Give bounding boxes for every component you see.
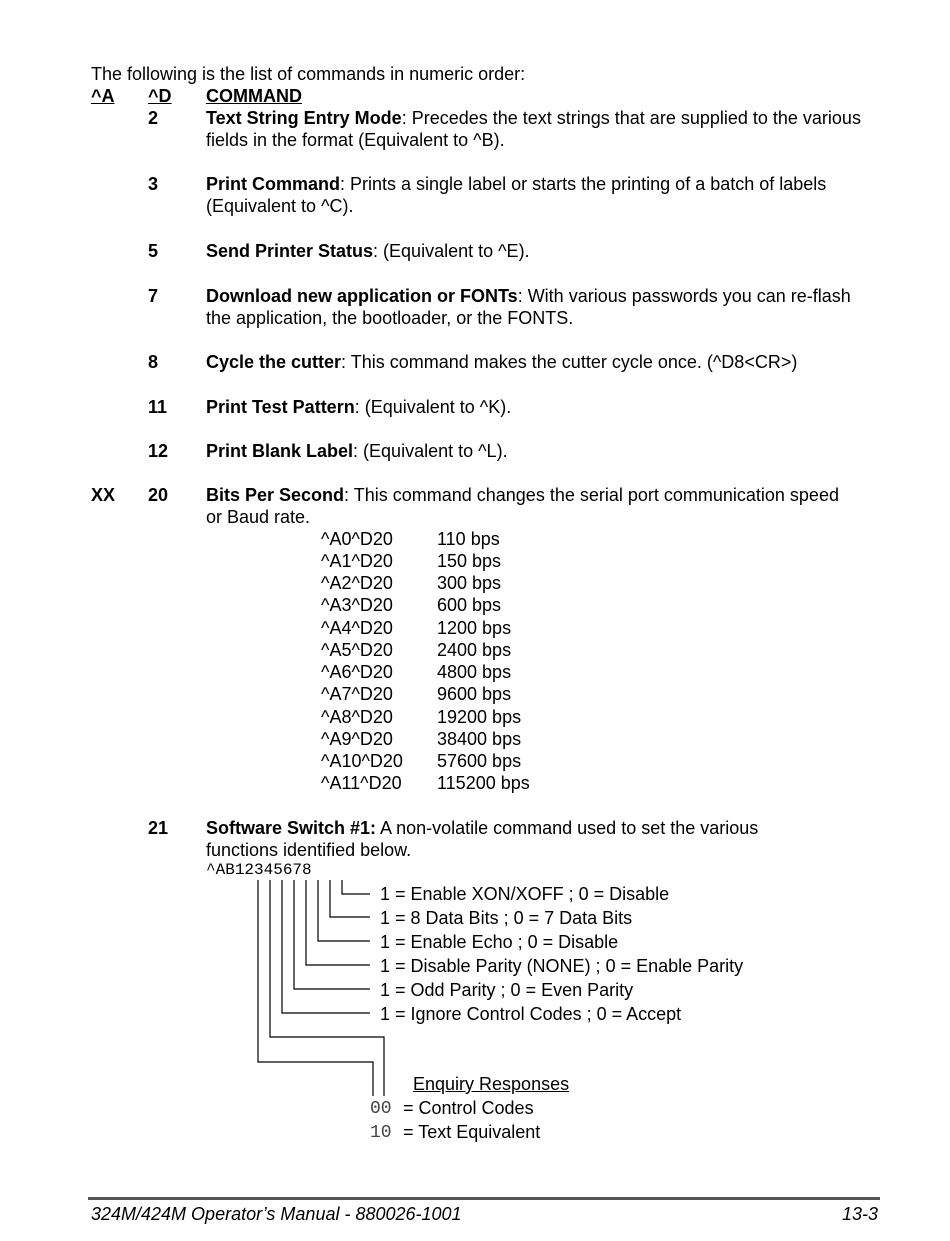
baud-rate: 38400 bps <box>437 729 522 749</box>
command-number: 3 <box>148 174 159 194</box>
command-number: 2 <box>148 108 159 128</box>
header-a: ^A <box>91 86 115 106</box>
baud-rate: 19200 bps <box>437 707 522 727</box>
command-name: Download new application or FONTs <box>206 286 518 306</box>
command-name: Print Command <box>206 174 341 194</box>
enquiry-text: = Control Codes <box>403 1098 534 1118</box>
command-name: Print Blank Label <box>206 441 354 461</box>
enquiry-code: 10 <box>370 1123 392 1143</box>
bit-description: 1 = Odd Parity ; 0 = Even Parity <box>380 980 634 1000</box>
header-command: COMMAND <box>206 86 302 106</box>
baud-code: ^A2^D20 <box>321 573 393 593</box>
bit-line-1 <box>258 880 373 1096</box>
bit-description: 1 = Enable Echo ; 0 = Disable <box>380 932 619 952</box>
baud-rate: 150 bps <box>437 551 502 571</box>
footer-manual-title: 324M/424M Operator’s Manual - 880026-1001 <box>91 1204 462 1224</box>
bit-description: 1 = Enable XON/XOFF ; 0 = Disable <box>380 884 670 904</box>
command-number: 11 <box>148 397 168 417</box>
baud-rate: 600 bps <box>437 595 502 615</box>
bit-line-5 <box>306 880 370 965</box>
command-text: : (Equivalent to ^L). <box>353 441 508 461</box>
command-name: Cycle the cutter <box>206 352 342 372</box>
baud-code: ^A8^D20 <box>321 707 393 727</box>
enquiry-text: = Text Equivalent <box>403 1122 541 1142</box>
header-d: ^D <box>148 86 172 106</box>
bit-line-2 <box>270 880 384 1096</box>
baud-rate: 300 bps <box>437 573 502 593</box>
command-number: 8 <box>148 352 159 372</box>
command-text: : Precedes the text strings that are supplied to the various fields in the format (Equivalent to ^B). <box>206 108 861 150</box>
command-number: 20 <box>148 485 169 505</box>
enquiry-code: 00 <box>370 1099 392 1119</box>
baud-rate: 1200 bps <box>437 618 512 638</box>
baud-rate: 57600 bps <box>437 751 522 771</box>
bit-description: 1 = Disable Parity (NONE) ; 0 = Enable Parity <box>380 956 744 976</box>
baud-code: ^A1^D20 <box>321 551 393 571</box>
bit-line-7 <box>330 880 370 917</box>
command-text: : With various passwords you can re-flash the application, the bootloader, or the FONTS. <box>206 286 851 328</box>
command-text: : Prints a single label or starts the printing of a batch of labels (Equivalent to ^C). <box>206 174 827 216</box>
baud-code: ^A7^D20 <box>321 684 393 704</box>
command-number: 21 <box>148 818 169 838</box>
command-text: A non-volatile command used to set the various functions identified below. <box>206 818 759 860</box>
bit-line-8 <box>342 880 370 894</box>
command-name: Text String Entry Mode <box>206 108 402 128</box>
enquiry-title: Enquiry Responses <box>413 1074 570 1094</box>
page-number: 13-3 <box>841 1204 878 1224</box>
bit-description: 1 = 8 Data Bits ; 0 = 7 Data Bits <box>380 908 633 928</box>
baud-code: ^A10^D20 <box>321 751 403 771</box>
command-name: Send Printer Status <box>206 241 374 261</box>
footer-rule <box>88 1197 880 1200</box>
command-text: : (Equivalent to ^E). <box>373 241 530 261</box>
command-number: 5 <box>148 241 159 261</box>
command-a-value: XX <box>91 485 116 505</box>
command-text: : (Equivalent to ^K). <box>354 397 512 417</box>
baud-code: ^A4^D20 <box>321 618 393 638</box>
baud-rate: 9600 bps <box>437 684 512 704</box>
baud-code: ^A0^D20 <box>321 529 393 549</box>
command-number: 7 <box>148 286 159 306</box>
baud-code: ^A5^D20 <box>321 640 393 660</box>
bit-line-6 <box>318 880 370 941</box>
command-name: Software Switch #1: <box>206 818 377 838</box>
baud-rate: 4800 bps <box>437 662 512 682</box>
command-text: : This command makes the cutter cycle once. (^D8<CR>) <box>341 352 798 372</box>
command-text: : This command changes the serial port communication speed or Baud rate. <box>206 485 839 527</box>
bit-line-3 <box>282 880 370 1013</box>
baud-code: ^A3^D20 <box>321 595 393 615</box>
command-name: Bits Per Second <box>206 485 345 505</box>
baud-rate: 115200 bps <box>437 773 530 793</box>
baud-code: ^A9^D20 <box>321 729 393 749</box>
switch-prefix: ^AB <box>206 861 235 879</box>
baud-code: ^A11^D20 <box>321 773 402 793</box>
baud-code: ^A6^D20 <box>321 662 393 682</box>
intro-text: The following is the list of commands in numeric order: <box>91 64 526 84</box>
switch-digits: 12345678 <box>234 861 312 879</box>
baud-rate: 110 bps <box>437 529 500 549</box>
bit-description: 1 = Ignore Control Codes ; 0 = Accept <box>380 1004 682 1024</box>
command-number: 12 <box>148 441 169 461</box>
command-name: Print Test Pattern <box>206 397 355 417</box>
baud-rate: 2400 bps <box>437 640 512 660</box>
